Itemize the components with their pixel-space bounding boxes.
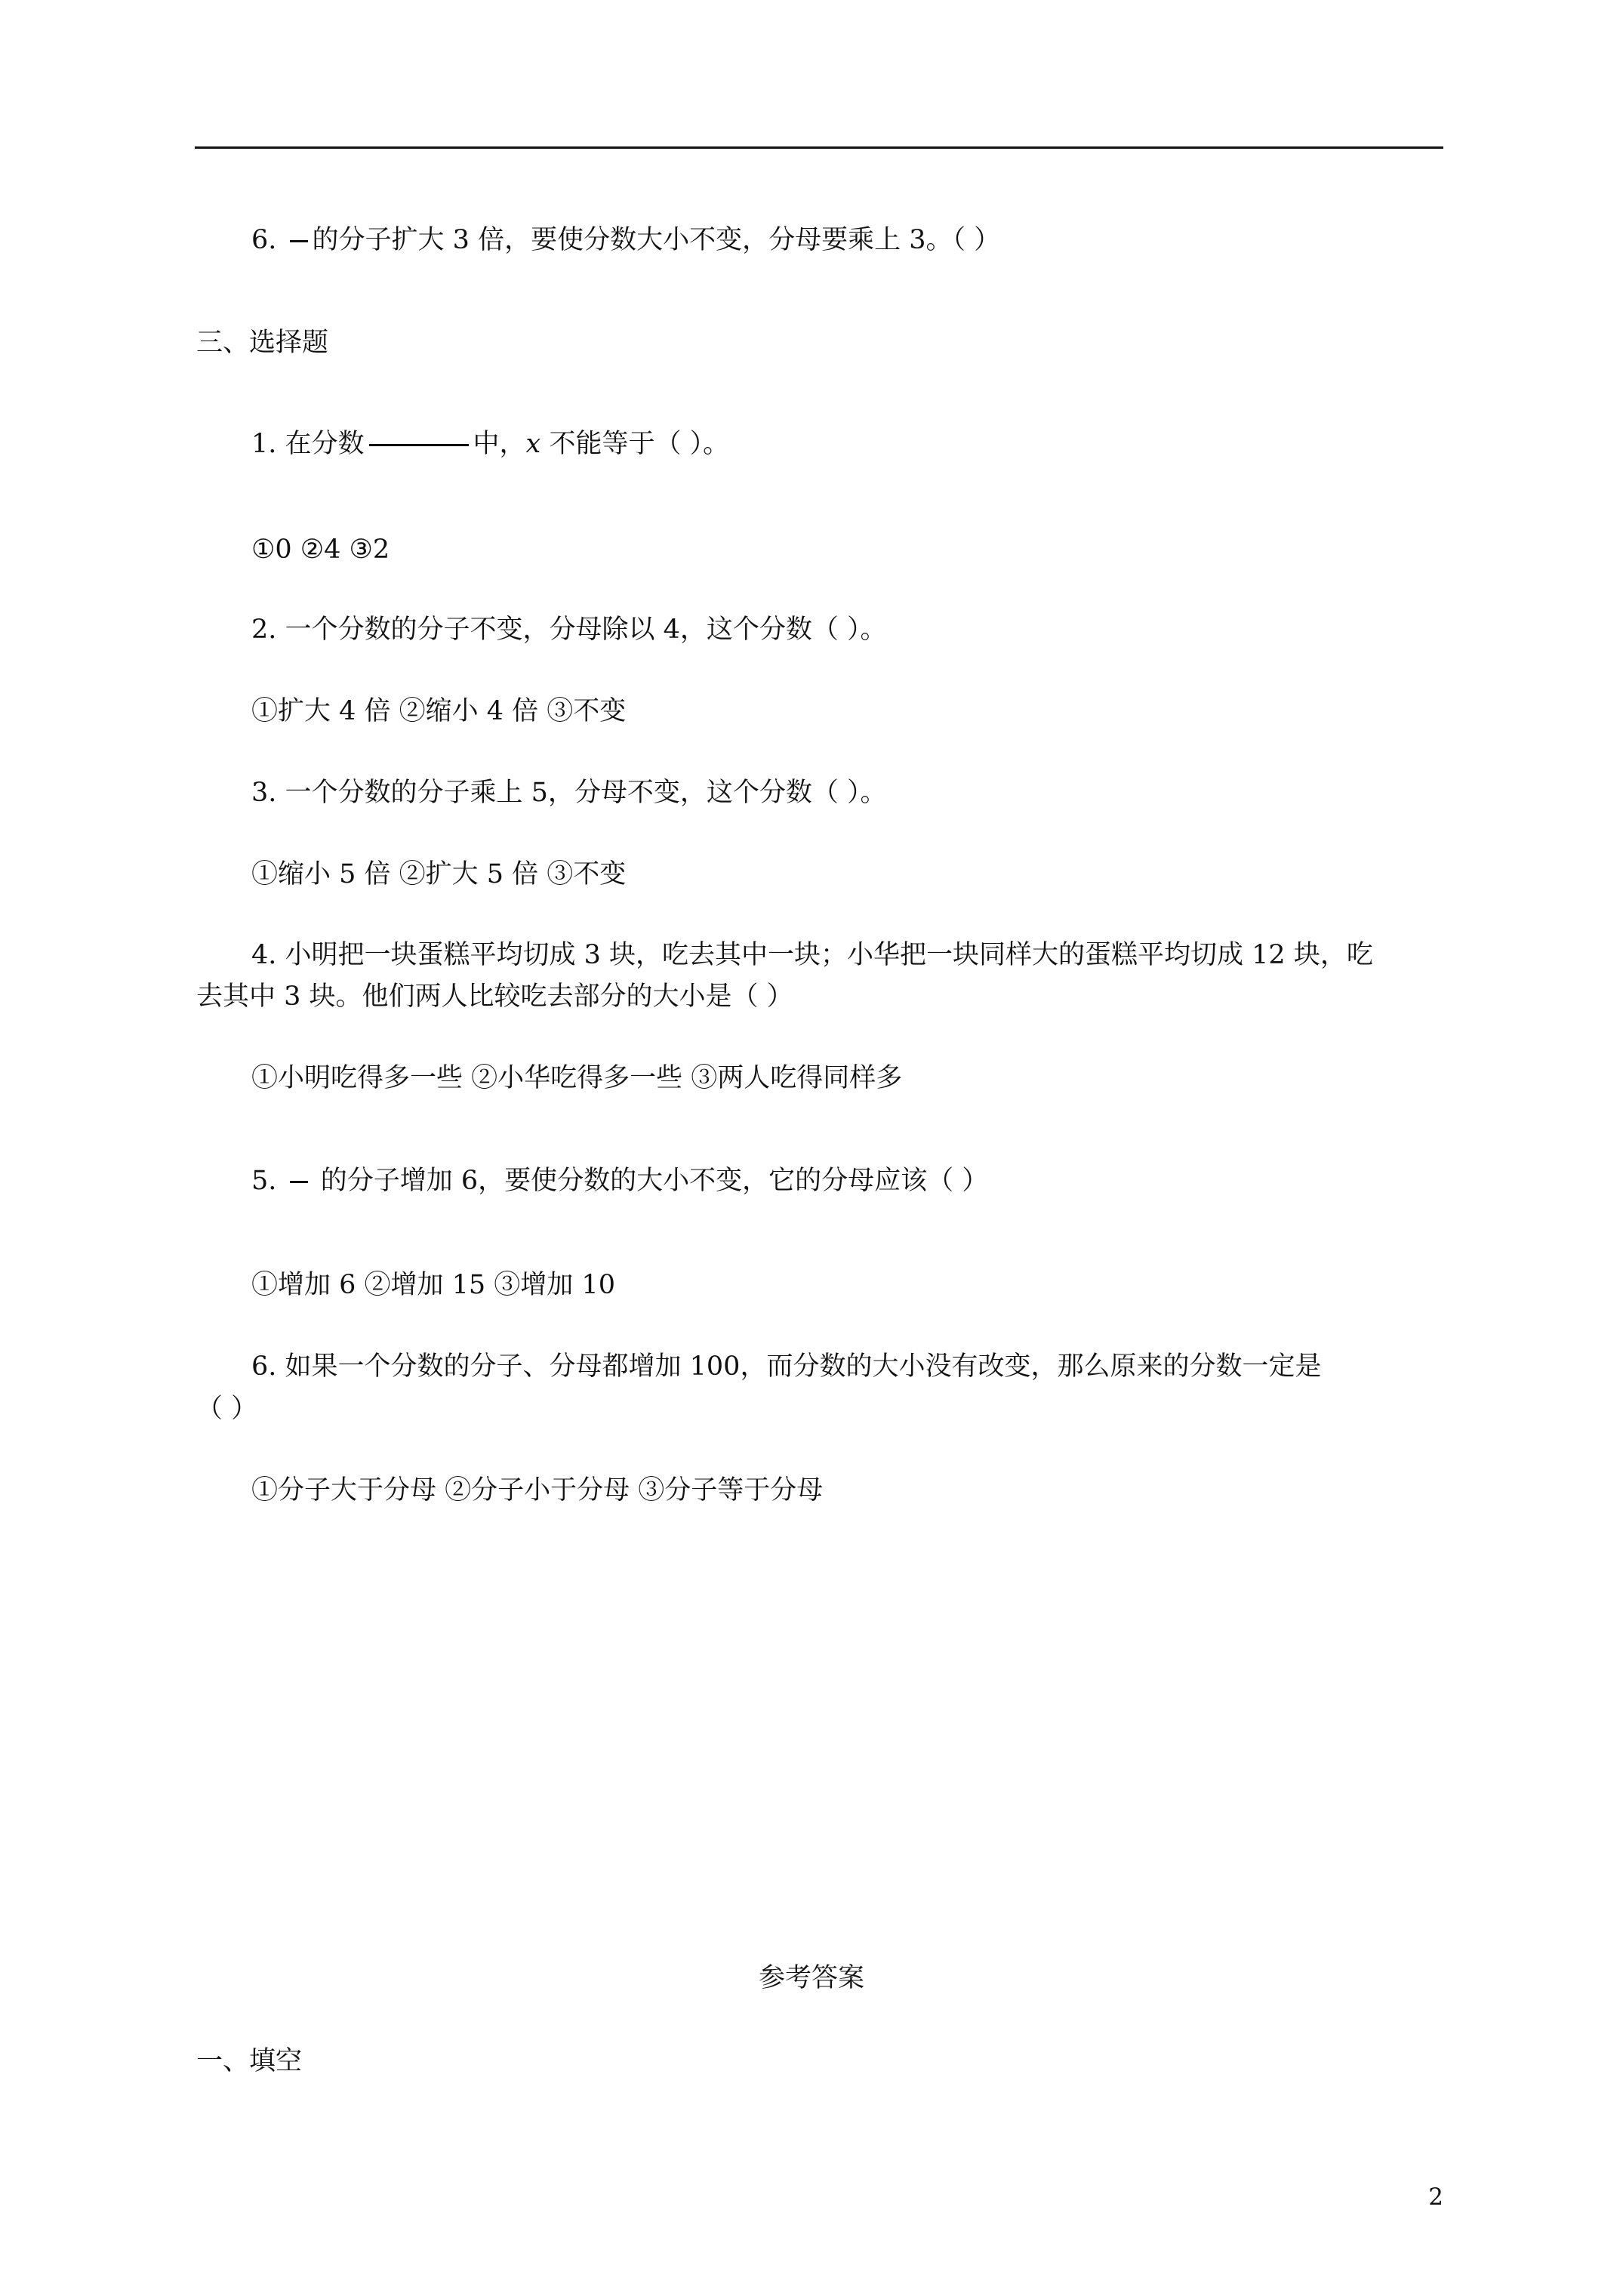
question-text: 中， [473,429,526,459]
section-heading-choice: 三、选择题 [196,328,329,358]
fraction-bar [290,240,308,242]
fraction-bar [290,1181,308,1183]
question-number: 5. [251,1166,277,1196]
choice-q1-options: ①0 ②4 ③2 [251,535,390,565]
judgement-q6 [251,223,1000,257]
choice-q4-options: ①小明吃得多一些 ②小华吃得多一些 ③两人吃得同样多 [251,1063,903,1093]
choice-q5-options: ①增加 6 ②增加 15 ③增加 10 [251,1270,615,1300]
question-text: 的分子增加 6，要使分数的大小不变，它的分母应该（ ） [320,1166,989,1196]
choice-q6-options: ①分子大于分母 ②分子小于分母 ③分子等于分母 [251,1475,824,1505]
choice-q4-line2: 去其中 3 块。他们两人比较吃去部分的大小是（ ） [196,982,793,1012]
page-number: 2 [1428,2184,1443,2211]
choice-q3: 3. 一个分数的分子乘上 5，分母不变，这个分数（ ）。 [251,778,887,808]
question-number: 6. [251,225,277,255]
choice-q6-line1: 6. 如果一个分数的分子、分母都增加 100，而分数的大小没有改变，那么原来的分数一定是 [251,1351,1322,1382]
choice-q4-line1: 4. 小明把一块蛋糕平均切成 3 块，吃去其中一块；小华把一块同样大的蛋糕平均切成 12 块，吃 [251,940,1373,970]
fraction-bar [369,444,469,446]
choice-q1 [251,427,729,461]
question-text: 不能等于（ ）。 [549,429,730,459]
choice-q5 [251,1164,988,1197]
question-text: 1. 在分数 [251,429,365,459]
choice-q2: 2. 一个分数的分子不变，分母除以 4，这个分数（ ）。 [251,615,887,645]
header-rule [195,146,1443,149]
choice-q2-options: ①扩大 4 倍 ②缩小 4 倍 ③不变 [251,696,627,726]
answers-section-heading: 一、填空 [196,2046,303,2076]
choice-q3-options: ①缩小 5 倍 ②扩大 5 倍 ③不变 [251,859,627,889]
question-text: 的分子扩大 3 倍，要使分数大小不变，分母要乘上 3。（ ） [312,225,1001,255]
variable: x [525,429,541,459]
answers-title: 参考答案 [758,1963,864,1993]
choice-q6-line2: （ ） [196,1394,258,1424]
